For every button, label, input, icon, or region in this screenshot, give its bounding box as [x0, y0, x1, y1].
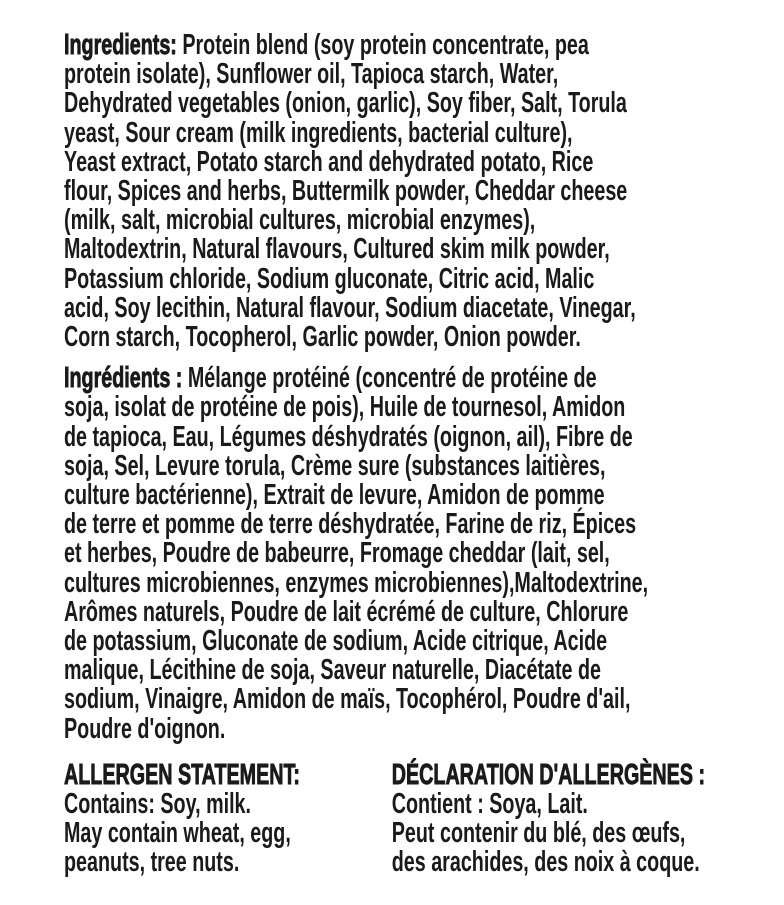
ingredients-fr-line: malique, Lécithine de soja, Saveur naturelle, Diacétate de: [64, 654, 602, 687]
allergen-section: [64, 758, 784, 879]
ingredients-fr-line: cultures microbiennes, enzymes microbiennes),Maltodextrine,: [64, 566, 649, 599]
ingredients-en-lines: [64, 60, 784, 352]
ingredients-fr-label: Ingrédients :: [64, 362, 183, 395]
ingredients-en-line: acid, Soy lecithin, Natural flavour, Sodium diacetate, Vinegar,: [64, 291, 636, 324]
allergen-statement-fr: [391, 758, 784, 879]
allergen-en-lines: [64, 790, 392, 878]
ingredients-en-label: Ingredients:: [64, 29, 177, 61]
ingredients-en-line: (milk, salt, microbial cultures, microbial enzymes),: [64, 204, 536, 237]
ingredients-fr-line: de potassium, Gluconate de sodium, Acide citrique, Acide: [64, 625, 608, 658]
ingredients-fr-lines: [64, 393, 784, 743]
ingredients-section-fr: [64, 364, 784, 744]
ingredients-en-line: Potassium chloride, Sodium gluconate, Citric acid, Malic: [64, 262, 595, 295]
allergen-en-line: peanuts, tree nuts.: [64, 846, 240, 879]
allergen-fr-lines: [392, 790, 784, 878]
ingredients-fr-line: Arômes naturels, Poudre de lait écrémé de culture, Chlorure: [64, 595, 629, 628]
ingredients-fr-first-line: [64, 364, 784, 393]
ingredients-fr-line: Poudre d'oignon.: [64, 712, 226, 745]
allergen-en-line: Contains: Soy, milk.: [64, 788, 252, 821]
ingredients-en-first-line: [64, 31, 784, 60]
ingredients-en-line: Dehydrated vegetables (onion, garlic), Soy fiber, Salt, Torula: [64, 87, 627, 120]
allergen-fr-heading: DÉCLARATION D'ALLERGÈNES :: [391, 758, 706, 791]
ingredients-fr-first-line-text: Mélange protéiné (concentré de protéine de: [187, 362, 597, 395]
ingredients-fr-line: culture bactérienne), Extrait de levure, Amidon de pomme: [64, 479, 605, 512]
ingredients-fr-line: de terre et pomme de terre déshydratée, Farine de riz, Épices: [64, 508, 637, 541]
allergen-en-heading: ALLERGEN STATEMENT:: [64, 758, 300, 791]
ingredients-fr-line: soja, Sel, Levure torula, Crème sure (substances laitières,: [64, 449, 606, 482]
ingredients-en-line: yeast, Sour cream (milk ingredients, bacterial culture),: [64, 116, 573, 149]
ingredients-en-line: protein isolate), Sunflower oil, Tapioca starch, Water,: [64, 58, 559, 91]
ingredients-en-line: Corn starch, Tocopherol, Garlic powder, Onion powder.: [64, 321, 581, 354]
label-text-block: [64, 31, 784, 878]
allergen-en-line: May contain wheat, egg,: [64, 817, 291, 850]
ingredients-fr-line: de tapioca, Eau, Légumes déshydratés (oignon, ail), Fibre de: [64, 420, 633, 453]
ingredients-section-en: [64, 31, 784, 352]
allergen-fr-line: des arachides, des noix à coque.: [391, 846, 700, 879]
ingredients-en-line: Maltodextrin, Natural flavours, Cultured skim milk powder,: [64, 233, 610, 266]
ingredients-en-line: flour, Spices and herbs, Buttermilk powder, Cheddar cheese: [64, 175, 628, 208]
ingredients-fr-line: et herbes, Poudre de babeurre, Fromage cheddar (lait, sel,: [64, 537, 610, 570]
ingredients-fr-line: sodium, Vinaigre, Amidon de maïs, Tocophérol, Poudre d'ail,: [64, 683, 631, 716]
allergen-fr-line: Contient : Soya, Lait.: [391, 788, 588, 821]
ingredients-en-line: Yeast extract, Potato starch and dehydrated potato, Rice: [64, 145, 594, 178]
allergen-fr-line: Peut contenir du blé, des œufs,: [391, 817, 686, 850]
ingredients-en-first-line-text: Protein blend (soy protein concentrate, pea: [182, 29, 589, 61]
allergen-statement-en: [64, 758, 392, 879]
ingredients-fr-line: soja, isolat de protéine de pois), Huile de tournesol, Amidon: [64, 391, 626, 424]
